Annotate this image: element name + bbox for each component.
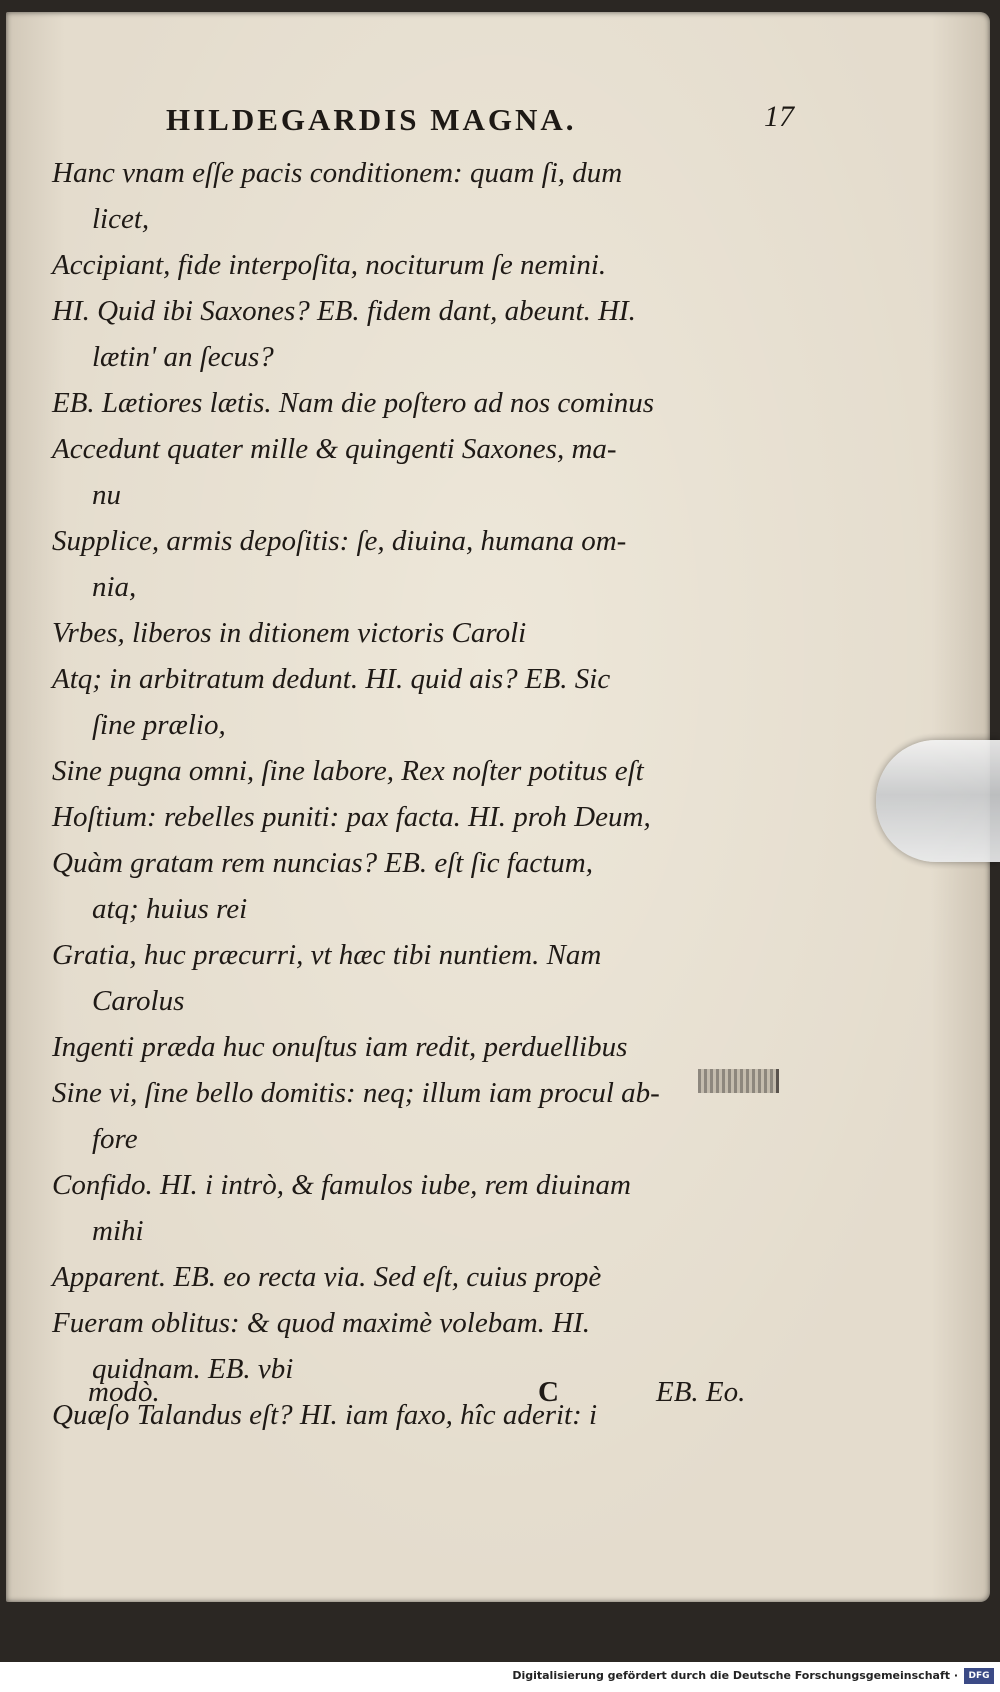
text-line: fore [92,1123,138,1155]
text-line: atq; huius rei [92,893,248,925]
text-line: quidnam. EB. vbi [92,1353,294,1385]
text-line: Carolus [92,985,185,1017]
page-number: 17 [764,100,794,133]
verse-text [52,150,812,1438]
text-line: Atq; in arbitratum dedunt. HI. quid ais? EB. Sic [52,663,611,695]
text-line: HI. Quid ibi Saxones? EB. fidem dant, abeunt. HI. [52,295,636,327]
text-line: Quæſo Talandus eſt? HI. iam faxo, hîc aderit: i [52,1399,598,1431]
signature-mark: C [538,1376,559,1408]
book-page [6,12,990,1602]
text-line: ſine prælio, [92,709,226,741]
text-line: Hanc vnam eſſe pacis conditionem: quam ſi, dum [52,157,623,189]
text-line: lætin' an ſecus? [92,341,274,373]
text-line: Gratia, huc præcurri, vt hæc tibi nuntiem. Nam [52,939,602,971]
last-line [88,1376,788,1422]
text-line: Ingenti præda huc onuſtus iam redit, perduellibus [52,1031,628,1063]
text-line: nia, [92,571,137,603]
text-line: licet, [92,203,150,235]
footer-bar [0,1662,1000,1692]
text-line: Fueram oblitus: & quod maximè volebam. HI. [52,1307,591,1339]
page-header [166,102,806,144]
text-line: Sine vi, ſine bello domitis: neq; illum iam procul ab- [52,1077,660,1109]
running-title: HILDEGARDIS MAGNA. [166,102,577,137]
text-line: Accedunt quater mille & quingenti Saxones, ma- [52,433,617,465]
text-line: nu [92,479,121,511]
text-line: Sine pugna omni, ſine labore, Rex noſter potitus eſt [52,755,644,787]
text-line: Vrbes, liberos in ditionem victoris Caroli [52,617,527,649]
catchword: EB. Eo. [656,1376,746,1408]
text-line: EB. Lætiores lætis. Nam die poſtero ad nos cominus [52,387,655,419]
text-line: Confido. HI. i intrò, & famulos iube, rem diuinam [52,1169,631,1201]
funding-credit: Digitalisierung gefördert durch die Deutsche Forschungsgemeinschaft · [512,1669,958,1682]
text-line: Quàm gratam rem nuncias? EB. eſt ſic factum, [52,847,593,879]
text-line: Hoſtium: rebelles puniti: pax facta. HI. proh Deum, [52,801,651,833]
dfg-logo: DFG [964,1668,994,1684]
text-line: mihi [92,1215,144,1247]
text-line: Supplice, armis depoſitis: ſe, diuina, humana om- [52,525,627,557]
page-clip [876,740,1000,862]
text-line: Apparent. EB. eo recta via. Sed eſt, cuius propè [52,1261,602,1293]
last-line-text: modò. [88,1376,160,1408]
library-stamp [698,1069,779,1093]
text-line: Accipiant, fide interpoſita, nociturum ſe nemini. [52,249,607,281]
